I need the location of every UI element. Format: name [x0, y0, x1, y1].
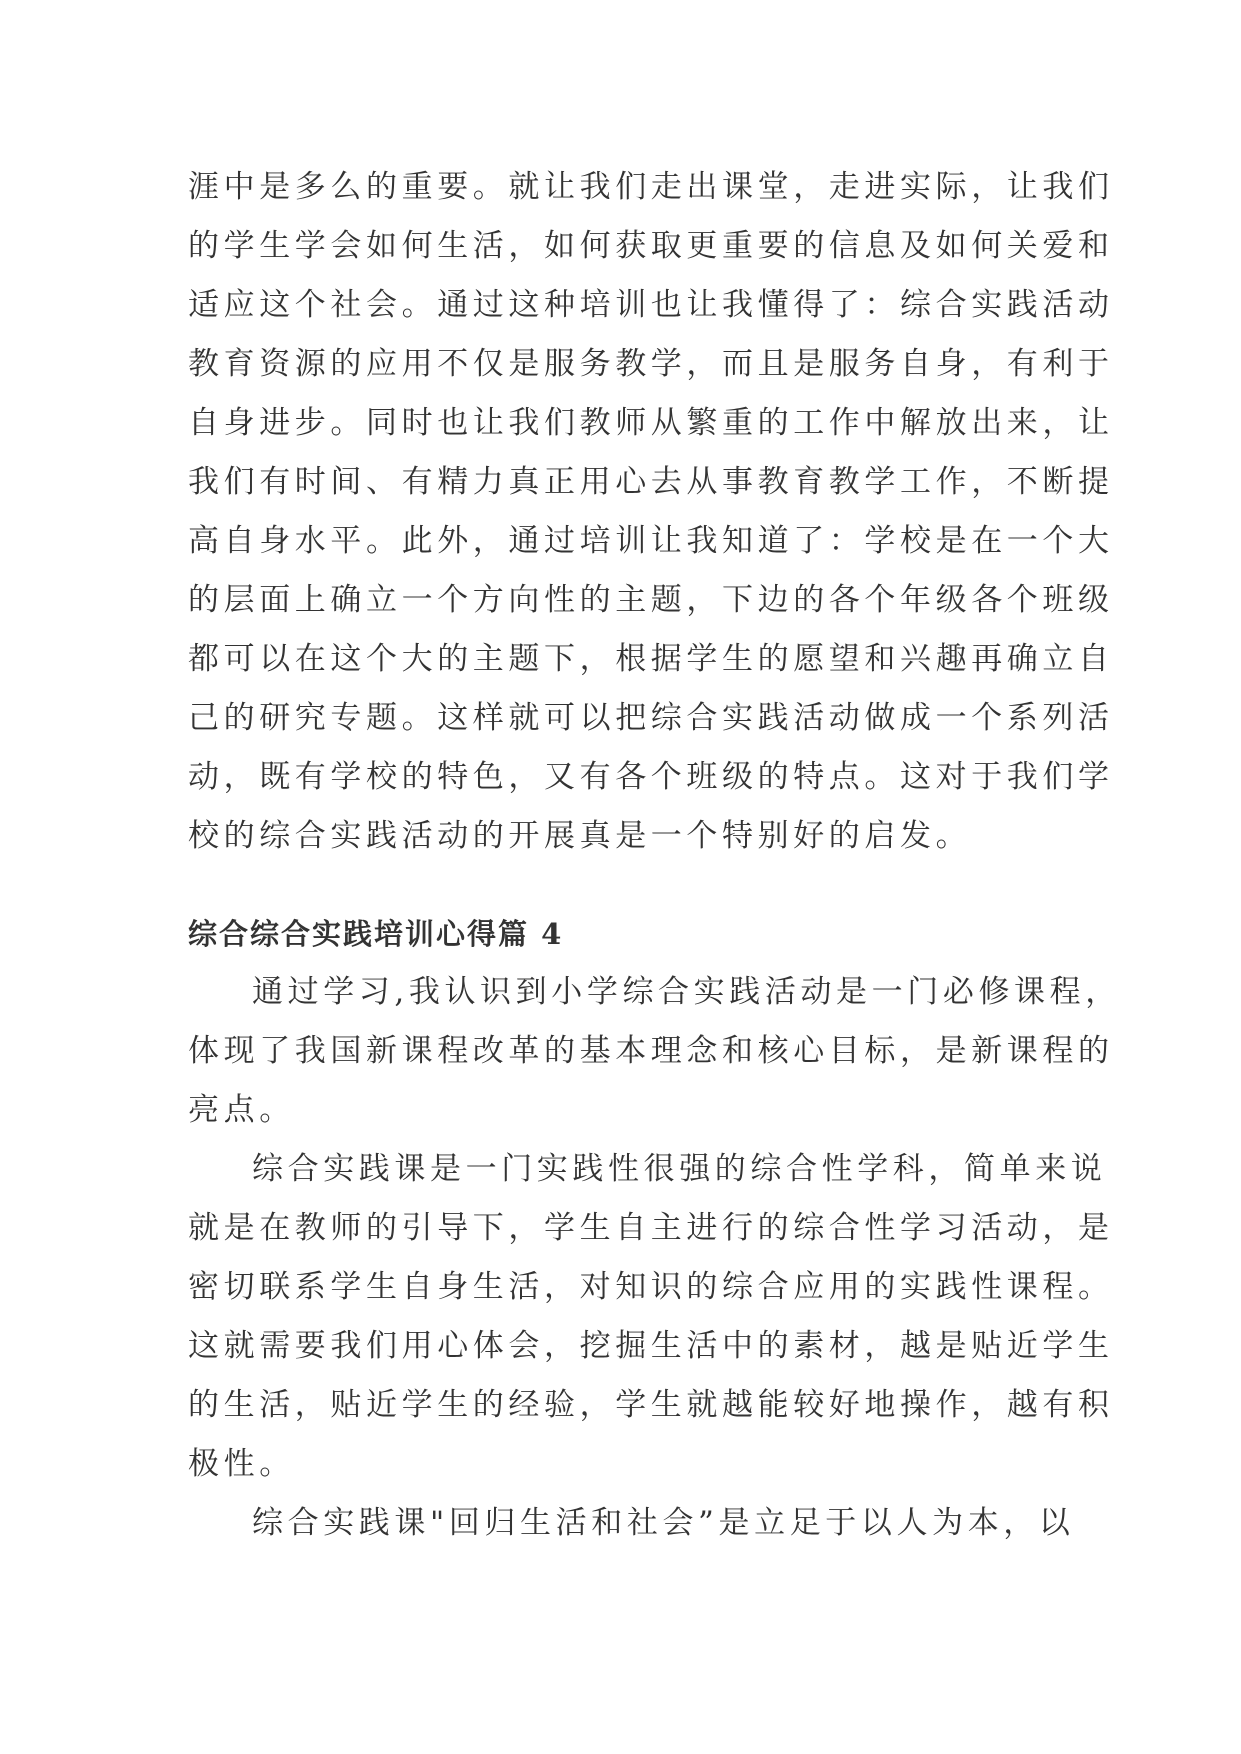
text-line: 体现了我国新课程改革的基本理念和核心目标，是新课程的 [188, 1033, 1114, 1069]
text-line: 适应这个社会。通过这种培训也让我懂得了：综合实践活动 [188, 287, 1114, 323]
section-heading: 综合综合实践培训心得篇 4 [188, 917, 564, 951]
paragraph-first-line: 综合实践课"回归生活和社会”是立足于以人为本，以 [252, 1505, 1075, 1541]
text-line: 这就需要我们用心体会，挖掘生活中的素材，越是贴近学生 [188, 1328, 1114, 1364]
text-line: 高自身水平。此外，通过培训让我知道了：学校是在一个大 [188, 523, 1114, 559]
text-line: 亮点。 [188, 1092, 295, 1128]
text-line: 的生活，贴近学生的经验，学生就越能较好地操作，越有积 [188, 1387, 1114, 1423]
text-line: 极性。 [188, 1446, 295, 1482]
text-line: 涯中是多么的重要。就让我们走出课堂，走进实际，让我们 [188, 169, 1114, 205]
continuation-paragraph [188, 158, 1114, 866]
text-line: 己的研究专题。这样就可以把综合实践活动做成一个系列活 [188, 700, 1114, 736]
text-line: 就是在教师的引导下，学生自主进行的综合性学习活动，是 [188, 1210, 1114, 1246]
text-line: 校的综合实践活动的开展真是一个特别好的启发。 [188, 818, 972, 854]
text-line: 动，既有学校的特色，又有各个班级的特点。这对于我们学 [188, 759, 1114, 795]
text-line: 密切联系学生自身生活，对知识的综合应用的实践性课程。 [188, 1269, 1114, 1305]
paragraph-first-line: 通过学习,我认识到小学综合实践活动是一门必修课程， [252, 974, 1121, 1010]
text-line: 自身进步。同时也让我们教师从繁重的工作中解放出来，让 [188, 405, 1114, 441]
paragraph-first-line: 综合实践课是一门实践性很强的综合性学科，简单来说 [252, 1151, 1107, 1187]
text-line: 我们有时间、有精力真正用心去从事教育教学工作，不断提 [188, 464, 1114, 500]
text-line: 教育资源的应用不仅是服务教学，而且是服务自身，有利于 [188, 346, 1114, 382]
section-body [188, 963, 1121, 1553]
text-line: 都可以在这个大的主题下，根据学生的愿望和兴趣再确立自 [188, 641, 1114, 677]
text-line: 的层面上确立一个方向性的主题，下边的各个年级各个班级 [188, 582, 1114, 618]
text-line: 的学生学会如何生活，如何获取更重要的信息及如何关爱和 [188, 228, 1114, 264]
